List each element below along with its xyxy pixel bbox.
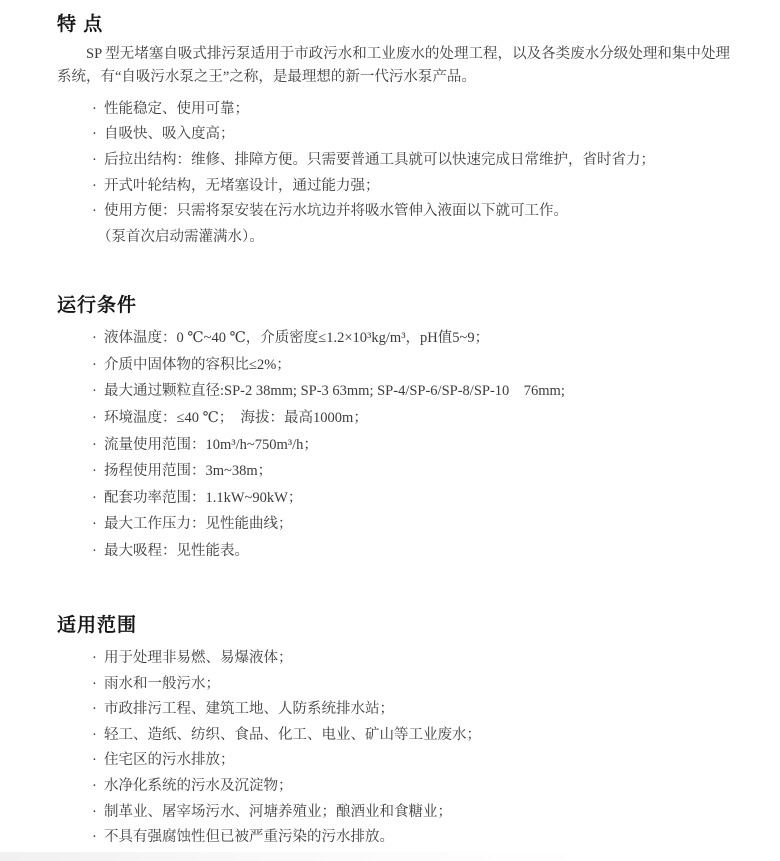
bullet-dot: ·: [92, 489, 97, 506]
bullet-dot: ·: [92, 650, 97, 667]
bullet-dot: ·: [92, 203, 97, 220]
list-item-text: 雨水和一般污水；: [104, 675, 220, 692]
list-item-text: 液体温度：0 ℃~40 ℃，介质密度≤1.2×10³kg/m³，pH值5~9；: [104, 330, 490, 347]
list-item: [92, 538, 730, 565]
list-item: [92, 96, 730, 122]
list-item: [92, 122, 730, 148]
list-item-text: 使用方便：只需将泵安装在污水坑边并将吸水管伸入液面以下就可工作。: [104, 203, 568, 220]
list-item: [92, 773, 730, 799]
list-item: [92, 485, 730, 512]
bullet-dot: ·: [92, 752, 97, 769]
list-item-text: 介质中固体物的容积比≤2%；: [104, 356, 291, 373]
list-item: [92, 697, 730, 723]
list-item: [92, 722, 730, 748]
list-item-text: 后拉出结构：维修、排障方便。只需要普通工具就可以快速完成日常维护，省时省力；: [104, 151, 655, 168]
bullet-dot: ·: [92, 516, 97, 533]
bullet-dot: ·: [92, 675, 97, 692]
list-item: [92, 405, 730, 432]
bullet-dot: ·: [92, 356, 97, 373]
list-item-text: 制革业、屠宰场污水、河塘养殖业；酿酒业和食糖业；: [104, 803, 452, 820]
section-title-application: 适用范围: [57, 615, 138, 637]
page-bottom-scan-shadow: [0, 852, 780, 861]
bullet-dot: ·: [92, 463, 97, 480]
bullet-dot: ·: [92, 151, 97, 168]
list-item: [92, 147, 730, 173]
list-item-text: 水净化系统的污水及沉淀物；: [104, 778, 293, 795]
bullet-dot: ·: [92, 829, 97, 846]
list-item-text: 不具有强腐蚀性但已被严重污染的污水排放。: [104, 829, 394, 846]
features-note: （泵首次启动需灌满水）。: [97, 228, 264, 245]
list-item-text: 环境温度：≤40 ℃； 海拔：最高1000m；: [104, 410, 368, 427]
list-item: [92, 458, 730, 485]
list-item-text: 性能稳定、使用可靠；: [104, 100, 249, 117]
list-item: [92, 378, 730, 405]
bullet-dot: ·: [92, 803, 97, 820]
list-item-text: 扬程使用范围：3m~38m；: [104, 463, 273, 480]
bullet-dot: ·: [92, 177, 97, 194]
list-item-text: 轻工、造纸、纺织、食品、化工、电业、矿山等工业废水；: [104, 726, 481, 743]
list-item-text: 自吸快、吸入度高；: [104, 126, 235, 143]
features-intro-paragraph: SP 型无堵塞自吸式排污泵适用于市政污水和工业废水的处理工程，以及各类废水分级处理和集中处理系统，有“自吸污水泵之王”之称，是最理想的新一代污水泵产品。: [57, 46, 730, 85]
section-title-operating: 运行条件: [57, 294, 138, 316]
bullet-dot: ·: [92, 383, 97, 400]
list-item: [92, 431, 730, 458]
features-list: [57, 88, 730, 224]
list-item-text: 最大通过颗粒直径:SP-2 38mm; SP-3 63mm; SP-4/SP-6/SP-8/SP-10 76mm;: [104, 383, 565, 400]
list-item: [92, 824, 730, 850]
list-item-text: 住宅区的污水排放；: [104, 752, 235, 769]
list-item: [92, 198, 730, 224]
bullet-dot: ·: [92, 436, 97, 453]
list-item: [92, 352, 730, 379]
list-item-text: 最大工作压力：见性能曲线；: [104, 516, 293, 533]
list-item-text: 流量使用范围：10m³/h~750m³/h；: [104, 436, 318, 453]
section-title-features: 特 点: [57, 14, 104, 35]
list-item-text: 市政排污工程、建筑工地、人防系统排水站；: [104, 701, 394, 718]
bullet-dot: ·: [92, 126, 97, 143]
list-item-text: 用于处理非易燃、易爆液体；: [104, 650, 293, 667]
bullet-dot: ·: [92, 726, 97, 743]
list-item: [92, 325, 730, 352]
list-item: [92, 511, 730, 538]
list-item: [92, 799, 730, 825]
bullet-dot: ·: [92, 778, 97, 795]
list-item: [92, 645, 730, 671]
list-item-text: 最大吸程：见性能表。: [104, 543, 249, 560]
bullet-dot: ·: [92, 701, 97, 718]
list-item: [92, 748, 730, 774]
bullet-dot: ·: [92, 543, 97, 560]
list-item: [92, 671, 730, 697]
bullet-dot: ·: [92, 410, 97, 427]
bullet-dot: ·: [92, 100, 97, 117]
list-item: [92, 173, 730, 199]
list-item-text: 配套功率范围：1.1kW~90kW；: [104, 489, 303, 506]
application-list: [57, 637, 730, 850]
bullet-dot: ·: [92, 330, 97, 347]
list-item-text: 开式叶轮结构，无堵塞设计，通过能力强；: [104, 177, 380, 194]
operating-list: [57, 317, 730, 564]
